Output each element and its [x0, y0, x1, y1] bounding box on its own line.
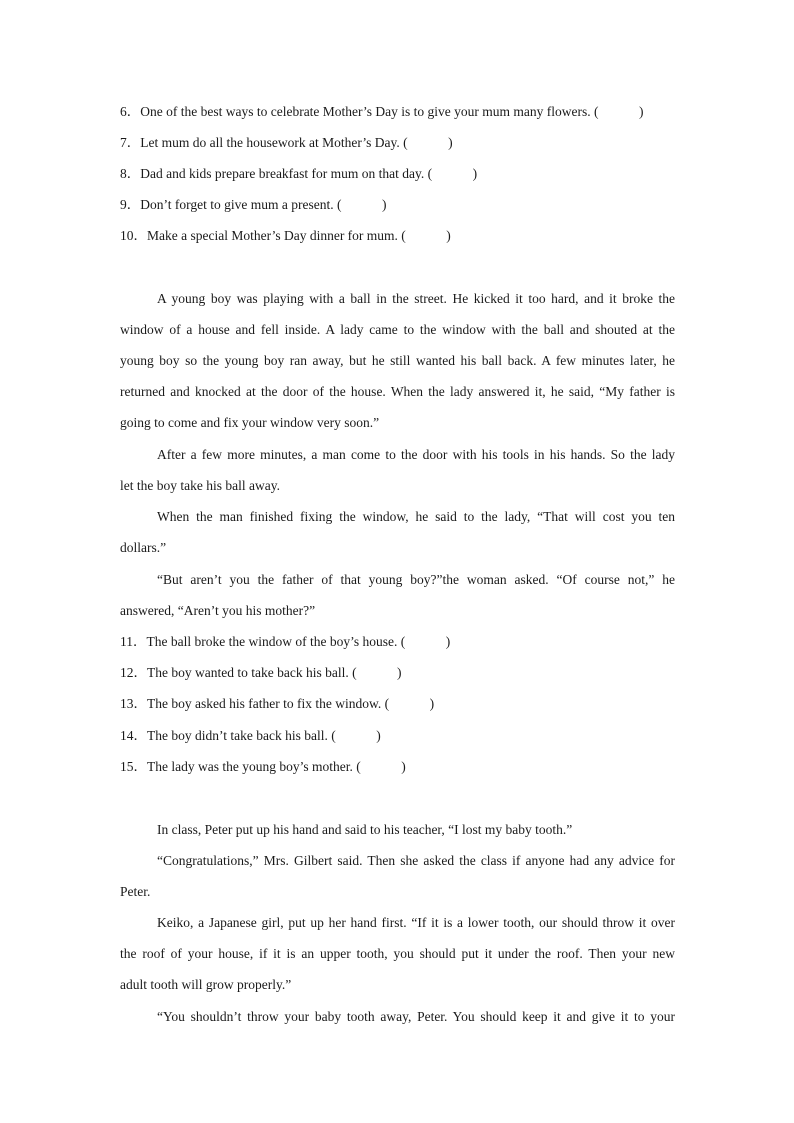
passage3-line-7: “You shouldn’t throw your baby tooth away, Peter. You should keep it and give it to your [157, 1009, 675, 1024]
question-15: 15．The lady was the young boy’s mother. ( ) [120, 759, 406, 774]
passage3-line-3: Peter. [120, 884, 151, 899]
passage2-line-3: young boy so the young boy ran away, but he still wanted his ball back. A few minutes later, he [120, 353, 675, 368]
passage2-line-7: let the boy take his ball away. [120, 478, 280, 493]
question-8: 8．Dad and kids prepare breakfast for mum on that day. ( ) [120, 166, 478, 181]
passage2-line-11: answered, “Aren’t you his mother?” [120, 603, 316, 618]
question-13: 13．The boy asked his father to fix the window. ( ) [120, 696, 435, 711]
question-7: 7．Let mum do all the housework at Mother’s Day. ( ) [120, 135, 453, 150]
passage2-line-8: When the man finished fixing the window, he said to the lady, “That will cost you ten [157, 509, 675, 524]
question-12: 12．The boy wanted to take back his ball. ( ) [120, 665, 402, 680]
passage3-line-6: adult tooth will grow properly.” [120, 977, 292, 992]
question-9: 9．Don’t forget to give mum a present. ( ) [120, 197, 387, 212]
question-10: 10．Make a special Mother’s Day dinner for mum. ( ) [120, 228, 451, 243]
passage3-line-4: Keiko, a Japanese girl, put up her hand first. “If it is a lower tooth, our should throw it over [157, 915, 675, 930]
passage3-line-2: “Congratulations,” Mrs. Gilbert said. Then she asked the class if anyone had any advice for [157, 853, 675, 868]
passage3-line-1: In class, Peter put up his hand and said to his teacher, “I lost my baby tooth.” [157, 822, 573, 837]
question-11: 11．The ball broke the window of the boy’s house. ( ) [120, 634, 451, 649]
passage2-line-5: going to come and fix your window very soon.” [120, 415, 380, 430]
passage2-line-1: A young boy was playing with a ball in the street. He kicked it too hard, and it broke the [157, 291, 675, 306]
passage2-line-2: window of a house and fell inside. A lady came to the window with the ball and shouted at the [120, 322, 675, 337]
question-6: 6．One of the best ways to celebrate Mother’s Day is to give your mum many flowers. ( ) [120, 104, 644, 119]
passage2-line-6: After a few more minutes, a man come to the door with his tools in his hands. So the lady [157, 447, 675, 462]
question-14: 14．The boy didn’t take back his ball. ( ) [120, 728, 381, 743]
passage3-line-5: the roof of your house, if it is an upper tooth, you should put it under the roof. Then your new [120, 946, 675, 961]
passage2-line-10: “But aren’t you the father of that young boy?”the woman asked. “Of course not,” he [157, 572, 675, 587]
passage2-line-4: returned and knocked at the door of the house. When the lady answered it, he said, “My father is [120, 384, 675, 399]
passage2-line-9: dollars.” [120, 540, 167, 555]
